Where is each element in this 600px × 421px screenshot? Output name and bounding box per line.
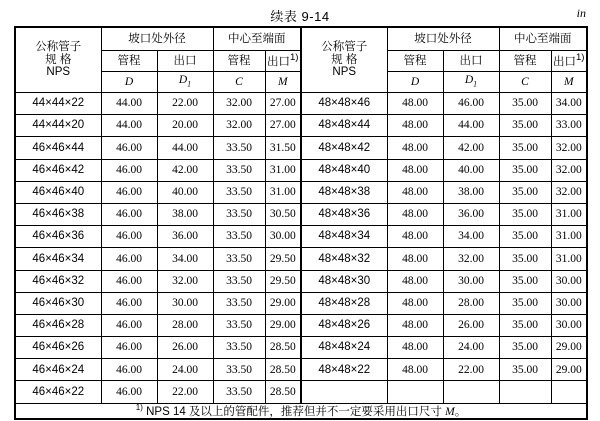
cell-c: 33.50 bbox=[213, 226, 265, 248]
header-sym-c-left: C bbox=[213, 72, 265, 93]
cell-c: 35.00 bbox=[499, 203, 551, 225]
cell-d: 48.00 bbox=[387, 359, 443, 381]
header-outlet-m-left-text: 出口 bbox=[266, 56, 290, 69]
cell-m: 30.00 bbox=[551, 270, 587, 292]
cell-d1: 38.00 bbox=[157, 203, 213, 225]
cell-nps: 44×44×22 bbox=[15, 93, 101, 115]
cell-nps: 46×46×44 bbox=[15, 137, 101, 159]
header-run-c-left: 管程 bbox=[213, 51, 265, 72]
cell-m: 32.00 bbox=[551, 159, 587, 181]
cell-d: 48.00 bbox=[387, 270, 443, 292]
cell-d: 46.00 bbox=[101, 226, 157, 248]
cell-d1: 34.00 bbox=[157, 248, 213, 270]
cell-d: 46.00 bbox=[101, 248, 157, 270]
cell-d1: 28.00 bbox=[157, 314, 213, 336]
header-outlet-m-right-marker: 1) bbox=[575, 52, 585, 64]
footnote-marker: 1) bbox=[135, 402, 143, 412]
cell-c: 33.50 bbox=[213, 359, 265, 381]
header-run-left: 管程 bbox=[101, 51, 157, 72]
header-nps-left-line2: 规 格 bbox=[45, 53, 72, 66]
cell-m: 29.00 bbox=[551, 359, 587, 381]
cell-d: 48.00 bbox=[387, 226, 443, 248]
cell-d: 48.00 bbox=[387, 337, 443, 359]
header-outlet-m-left bbox=[265, 51, 301, 72]
header-nps-right-line3: NPS bbox=[332, 66, 357, 79]
header-nps-right-line2: 规 格 bbox=[331, 53, 358, 66]
cell-c: 35.00 bbox=[499, 115, 551, 137]
header-sym-d1-right-base: D bbox=[464, 74, 474, 87]
header-sym-d-left: D bbox=[101, 72, 157, 93]
header-outlet-left: 出口 bbox=[157, 51, 213, 72]
cell-d: 46.00 bbox=[101, 337, 157, 359]
cell-m: 29.00 bbox=[265, 314, 301, 336]
cell-d: 48.00 bbox=[387, 159, 443, 181]
cell-d: 46.00 bbox=[101, 359, 157, 381]
cell-m: 31.00 bbox=[551, 203, 587, 225]
cell-m: 28.50 bbox=[265, 381, 301, 403]
cell-nps: 44×44×20 bbox=[15, 115, 101, 137]
cell-nps: 48×48×46 bbox=[301, 93, 387, 115]
cell-c: 33.50 bbox=[213, 248, 265, 270]
header-nps-left-line3: NPS bbox=[46, 66, 71, 79]
cell-d bbox=[387, 381, 443, 403]
cell-nps: 48×48×42 bbox=[301, 137, 387, 159]
cell-d: 46.00 bbox=[101, 292, 157, 314]
cell-nps: 46×46×22 bbox=[15, 381, 101, 403]
cell-m: 29.00 bbox=[265, 292, 301, 314]
cell-d1: 44.00 bbox=[157, 137, 213, 159]
cell-nps: 46×46×42 bbox=[15, 159, 101, 181]
cell-nps: 48×48×26 bbox=[301, 314, 387, 336]
table-container bbox=[14, 26, 586, 420]
cell-nps: 46×46×24 bbox=[15, 359, 101, 381]
cell-nps: 46×46×30 bbox=[15, 292, 101, 314]
cell-m: 32.00 bbox=[551, 181, 587, 203]
header-sym-m-left: M bbox=[265, 72, 301, 93]
header-outlet-right: 出口 bbox=[443, 51, 499, 72]
cell-d1: 34.00 bbox=[443, 226, 499, 248]
table-row bbox=[15, 203, 587, 225]
cell-c: 35.00 bbox=[499, 93, 551, 115]
cell-m: 31.00 bbox=[551, 248, 587, 270]
cell-m: 29.00 bbox=[551, 337, 587, 359]
cell-c: 35.00 bbox=[499, 248, 551, 270]
cell-d: 48.00 bbox=[387, 137, 443, 159]
cell-d1: 42.00 bbox=[443, 137, 499, 159]
header-bevel-od-left: 坡口处外径 bbox=[101, 27, 213, 51]
cell-m: 30.00 bbox=[551, 292, 587, 314]
cell-d1: 40.00 bbox=[157, 181, 213, 203]
cell-d: 46.00 bbox=[101, 270, 157, 292]
cell-d1: 22.00 bbox=[157, 93, 213, 115]
header-sym-d1-left-sub: 1 bbox=[187, 79, 192, 89]
dimensions-table bbox=[14, 26, 588, 420]
cell-d1 bbox=[443, 381, 499, 403]
cell-nps: 46×46×32 bbox=[15, 270, 101, 292]
header-run-right: 管程 bbox=[387, 51, 443, 72]
cell-d1: 40.00 bbox=[443, 159, 499, 181]
table-row bbox=[15, 248, 587, 270]
header-sym-c-right: C bbox=[499, 72, 551, 93]
table-row bbox=[15, 226, 587, 248]
cell-c: 35.00 bbox=[499, 314, 551, 336]
header-sym-d1-right-sub: 1 bbox=[473, 79, 478, 89]
cell-d1: 26.00 bbox=[157, 337, 213, 359]
table-footnote-row bbox=[15, 403, 587, 419]
cell-nps: 48×48×28 bbox=[301, 292, 387, 314]
cell-m: 34.00 bbox=[551, 93, 587, 115]
cell-d1: 32.00 bbox=[157, 270, 213, 292]
cell-d1: 22.00 bbox=[443, 359, 499, 381]
cell-c: 33.50 bbox=[213, 381, 265, 403]
table-row bbox=[15, 359, 587, 381]
cell-d1: 36.00 bbox=[157, 226, 213, 248]
footnote-text bbox=[15, 403, 587, 419]
table-row bbox=[15, 159, 587, 181]
cell-m bbox=[551, 381, 587, 403]
cell-d1: 22.00 bbox=[157, 381, 213, 403]
cell-c: 32.00 bbox=[213, 115, 265, 137]
cell-nps: 46×46×40 bbox=[15, 181, 101, 203]
cell-c: 33.50 bbox=[213, 181, 265, 203]
cell-nps: 48×48×24 bbox=[301, 337, 387, 359]
footnote-after: 。 bbox=[454, 405, 467, 418]
cell-m: 29.50 bbox=[265, 248, 301, 270]
cell-nps: 48×48×44 bbox=[301, 115, 387, 137]
cell-d1: 28.00 bbox=[443, 292, 499, 314]
cell-m: 31.00 bbox=[551, 226, 587, 248]
cell-m: 30.50 bbox=[265, 203, 301, 225]
cell-c: 33.50 bbox=[213, 270, 265, 292]
cell-m: 28.50 bbox=[265, 359, 301, 381]
cell-nps: 48×48×30 bbox=[301, 270, 387, 292]
header-outlet-m-right bbox=[551, 51, 587, 72]
cell-d: 48.00 bbox=[387, 93, 443, 115]
footnote-symbol: M bbox=[445, 405, 455, 418]
cell-c: 35.00 bbox=[499, 137, 551, 159]
cell-nps: 48×48×22 bbox=[301, 359, 387, 381]
header-sym-d-right: D bbox=[387, 72, 443, 93]
cell-nps: 46×46×36 bbox=[15, 226, 101, 248]
cell-nps: 46×46×38 bbox=[15, 203, 101, 225]
table-header-row-1 bbox=[15, 27, 587, 51]
cell-c: 33.50 bbox=[213, 159, 265, 181]
cell-c: 33.50 bbox=[213, 203, 265, 225]
header-sym-d1-left bbox=[157, 72, 213, 93]
cell-m: 31.50 bbox=[265, 137, 301, 159]
cell-d: 46.00 bbox=[101, 203, 157, 225]
table-row bbox=[15, 181, 587, 203]
cell-c: 35.00 bbox=[499, 181, 551, 203]
cell-m: 32.00 bbox=[551, 137, 587, 159]
cell-nps: 48×48×34 bbox=[301, 226, 387, 248]
cell-nps bbox=[301, 381, 387, 403]
table-row bbox=[15, 381, 587, 403]
cell-m: 29.50 bbox=[265, 270, 301, 292]
cell-d: 46.00 bbox=[101, 314, 157, 336]
cell-nps: 46×46×26 bbox=[15, 337, 101, 359]
cell-c: 35.00 bbox=[499, 292, 551, 314]
table-row bbox=[15, 93, 587, 115]
cell-d1: 26.00 bbox=[443, 314, 499, 336]
header-bevel-od-right: 坡口处外径 bbox=[387, 27, 499, 51]
header-sym-d1-right bbox=[443, 72, 499, 93]
cell-c: 35.00 bbox=[499, 337, 551, 359]
cell-d: 48.00 bbox=[387, 203, 443, 225]
cell-m: 27.00 bbox=[265, 115, 301, 137]
cell-d1: 20.00 bbox=[157, 115, 213, 137]
cell-d1: 42.00 bbox=[157, 159, 213, 181]
cell-d: 46.00 bbox=[101, 137, 157, 159]
cell-d: 48.00 bbox=[387, 181, 443, 203]
cell-c: 33.50 bbox=[213, 337, 265, 359]
footnote-before: NPS 14 及以上的管配件，推荐但并不一定要采用出口尺寸 bbox=[142, 405, 446, 418]
header-nps-left bbox=[15, 27, 101, 93]
cell-nps: 48×48×40 bbox=[301, 159, 387, 181]
cell-d1: 44.00 bbox=[443, 115, 499, 137]
cell-c: 35.00 bbox=[499, 159, 551, 181]
header-center-to-end-right: 中心至端面 bbox=[499, 27, 587, 51]
cell-d1: 46.00 bbox=[443, 93, 499, 115]
cell-c bbox=[499, 381, 551, 403]
table-row bbox=[15, 292, 587, 314]
header-sym-d1-left-base: D bbox=[178, 74, 188, 87]
cell-d1: 30.00 bbox=[157, 292, 213, 314]
unit-label: in bbox=[576, 6, 586, 20]
table-row bbox=[15, 337, 587, 359]
cell-d: 48.00 bbox=[387, 314, 443, 336]
header-outlet-m-left-marker: 1) bbox=[289, 52, 299, 64]
cell-c: 35.00 bbox=[499, 226, 551, 248]
cell-nps: 48×48×38 bbox=[301, 181, 387, 203]
cell-m: 27.00 bbox=[265, 93, 301, 115]
header-center-to-end-left: 中心至端面 bbox=[213, 27, 301, 51]
cell-d: 46.00 bbox=[101, 181, 157, 203]
cell-nps: 48×48×32 bbox=[301, 248, 387, 270]
cell-d: 48.00 bbox=[387, 248, 443, 270]
cell-c: 35.00 bbox=[499, 359, 551, 381]
cell-m: 31.00 bbox=[265, 181, 301, 203]
header-sym-m-right: M bbox=[551, 72, 587, 93]
table-row bbox=[15, 115, 587, 137]
header-nps-right bbox=[301, 27, 387, 93]
header-outlet-m-right-text: 出口 bbox=[552, 56, 576, 69]
cell-m: 30.00 bbox=[551, 314, 587, 336]
cell-c: 33.50 bbox=[213, 314, 265, 336]
cell-c: 33.50 bbox=[213, 292, 265, 314]
cell-m: 31.00 bbox=[265, 159, 301, 181]
cell-m: 33.00 bbox=[551, 115, 587, 137]
cell-nps: 46×46×34 bbox=[15, 248, 101, 270]
table-row bbox=[15, 270, 587, 292]
header-run-c-right: 管程 bbox=[499, 51, 551, 72]
header-nps-left-line1: 公称管子 bbox=[35, 41, 82, 54]
cell-d: 44.00 bbox=[101, 93, 157, 115]
cell-c: 35.00 bbox=[499, 270, 551, 292]
table-continued-title: 续表 9-14 bbox=[270, 9, 330, 24]
cell-c: 33.50 bbox=[213, 137, 265, 159]
cell-m: 28.50 bbox=[265, 337, 301, 359]
cell-d1: 38.00 bbox=[443, 181, 499, 203]
cell-d1: 24.00 bbox=[443, 337, 499, 359]
cell-d: 44.00 bbox=[101, 115, 157, 137]
cell-d: 48.00 bbox=[387, 292, 443, 314]
page-header bbox=[0, 0, 600, 26]
cell-d1: 24.00 bbox=[157, 359, 213, 381]
header-nps-right-line1: 公称管子 bbox=[321, 41, 368, 54]
table-row bbox=[15, 314, 587, 336]
cell-nps: 46×46×28 bbox=[15, 314, 101, 336]
cell-d: 48.00 bbox=[387, 115, 443, 137]
cell-d: 46.00 bbox=[101, 381, 157, 403]
cell-nps: 48×48×36 bbox=[301, 203, 387, 225]
cell-m: 30.00 bbox=[265, 226, 301, 248]
cell-d1: 30.00 bbox=[443, 270, 499, 292]
cell-d1: 32.00 bbox=[443, 248, 499, 270]
cell-d: 46.00 bbox=[101, 159, 157, 181]
cell-d1: 36.00 bbox=[443, 203, 499, 225]
cell-c: 32.00 bbox=[213, 93, 265, 115]
table-row bbox=[15, 137, 587, 159]
